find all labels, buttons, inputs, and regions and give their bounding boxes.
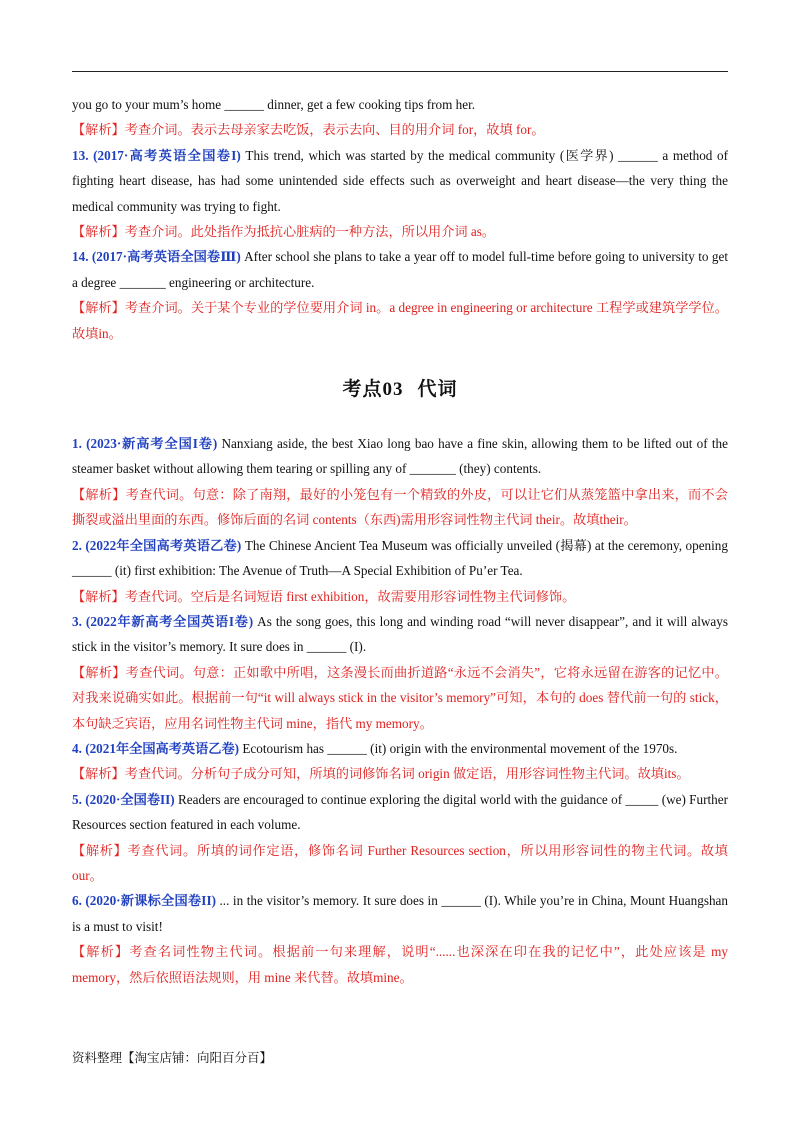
q5-source: 5. (2020·全国卷II) [72, 791, 175, 807]
q5-text: Readers are encouraged to continue exploring the digital world with the guidance of _____ (we) Further Resources section featured in each volume. [72, 791, 728, 833]
q3-question [72, 609, 728, 660]
section-title: 代词 [417, 379, 458, 401]
q2-question [72, 533, 728, 584]
section-number: 考点03 [342, 379, 404, 401]
q2-analysis: 【解析】考查代词。空后是名词短语 first exhibition，故需要用形容词性物主代词修饰。 [72, 588, 576, 604]
q3-analysis: 【解析】考查代词。句意：正如歌中所唱，这条漫长而曲折道路“永远不会消失”，它将永远留在游客的记忆中。对我来说确实如此。根据前一句“it will always stick in the visitor’s memory”可知，本句的 does 替代前一句的 stick，本句缺乏宾语，应用名词性物主代词 mine，指代 my memory。 [72, 664, 728, 731]
q5-question [72, 787, 728, 838]
q14-text: After school she plans to take a year off to model full-time before going to university to get a degree _______ engineering or architecture. [72, 249, 728, 290]
q1-source: 1. (2023·新高考全国I卷) [72, 436, 218, 452]
q3-text: As the song goes, this long and winding road “will never disappear”, and it will always stick in the visitor’s memory. It sure does in ______ (I). [72, 613, 728, 655]
q6-source: 6. (2020·新课标全国卷II) [72, 893, 216, 909]
footer-note: 资料整理【淘宝店铺：向阳百分百】 [72, 1051, 273, 1065]
q1-analysis: 【解析】考查代词。句意：除了南翔，最好的小笼包有一个精致的外皮，可以让它们从蒸笼篮中拿出来，而不会撕裂或溢出里面的东西。修饰后面的名词 contents（东西)需用形容词性物主代词 their。故填their。 [72, 486, 728, 528]
header-rule [72, 71, 728, 72]
q14-analysis: 【解析】考查介词。关于某个专业的学位要用介词 in。a degree in engineering or architecture 工程学或建筑学学位。故填in。 [72, 300, 728, 341]
q13-source: 13. (2017·高考英语全国卷I) [72, 147, 241, 163]
q2-text: The Chinese Ancient Tea Museum was officially unveiled (揭幕) at the ceremony, opening ______ (it) first exhibition: The Avenue of Truth—A Special Exhibition of Pu’er Tea. [72, 537, 728, 579]
q4-source: 4. (2021年全国高考英语乙卷) [72, 740, 240, 756]
q13-text: This trend, which was started by the medical community (医学界) ______ a method of fighting heart disease, has had some unintended side effects such as overweight and heart disease—the very thing the medical community was trying to fight. [72, 147, 729, 214]
page-content [72, 92, 728, 990]
q6-analysis: 【解析】考查名词性物主代词。根据前一句来理解，说明“......也深深在印在我的记忆中”，此处应该是 my memory，然后依照语法规则，用 mine 来代替。故填mine。 [72, 944, 728, 985]
q2-source: 2. (2022年全国高考英语乙卷) [72, 537, 242, 553]
q3-source: 3. (2022年新高考全国英语I卷) [72, 613, 254, 629]
q4-question [72, 736, 728, 761]
q4-analysis: 【解析】考查代词。分析句子成分可知，所填的词修饰名词 origin 做定语，用形容词性物主代词。故填its。 [72, 766, 690, 782]
q6-question [72, 888, 728, 939]
q1-text: Nanxiang aside, the best Xiao long bao have a fine skin, allowing them to be lifted out of the steamer basket without allowing them tearing or spilling any of _______ (they) contents. [72, 436, 728, 477]
q5-analysis: 【解析】考查代词。所填的词作定语，修饰名词 Further Resources section，所以用形容词性的物主代词。故填our。 [72, 842, 728, 883]
q12-tail: you go to your mum’s home ______ dinner, get a few cooking tips from her. [72, 97, 476, 112]
q6-text: ... in the visitor’s memory. It sure does in ______ (I). While you’re in China, Mount Huangshan is a must to visit! [72, 893, 728, 934]
q1-question [72, 431, 728, 482]
q13-analysis: 【解析】考查介词。此处指作为抵抗心脏病的一种方法，所以用介词 as。 [72, 224, 496, 240]
section-heading [72, 374, 728, 401]
q12-analysis: 【解析】考查介词。表示去母亲家去吃饭，表示去向、目的用介词 for，故填 for。 [72, 122, 545, 138]
q14-source: 14. (2017·高考英语全国卷Ⅲ) [72, 249, 241, 265]
q4-text: Ecotourism has ______ (it) origin with the environmental movement of the 1970s. [239, 740, 678, 756]
q14-question [72, 244, 728, 295]
q13-question [72, 143, 728, 219]
